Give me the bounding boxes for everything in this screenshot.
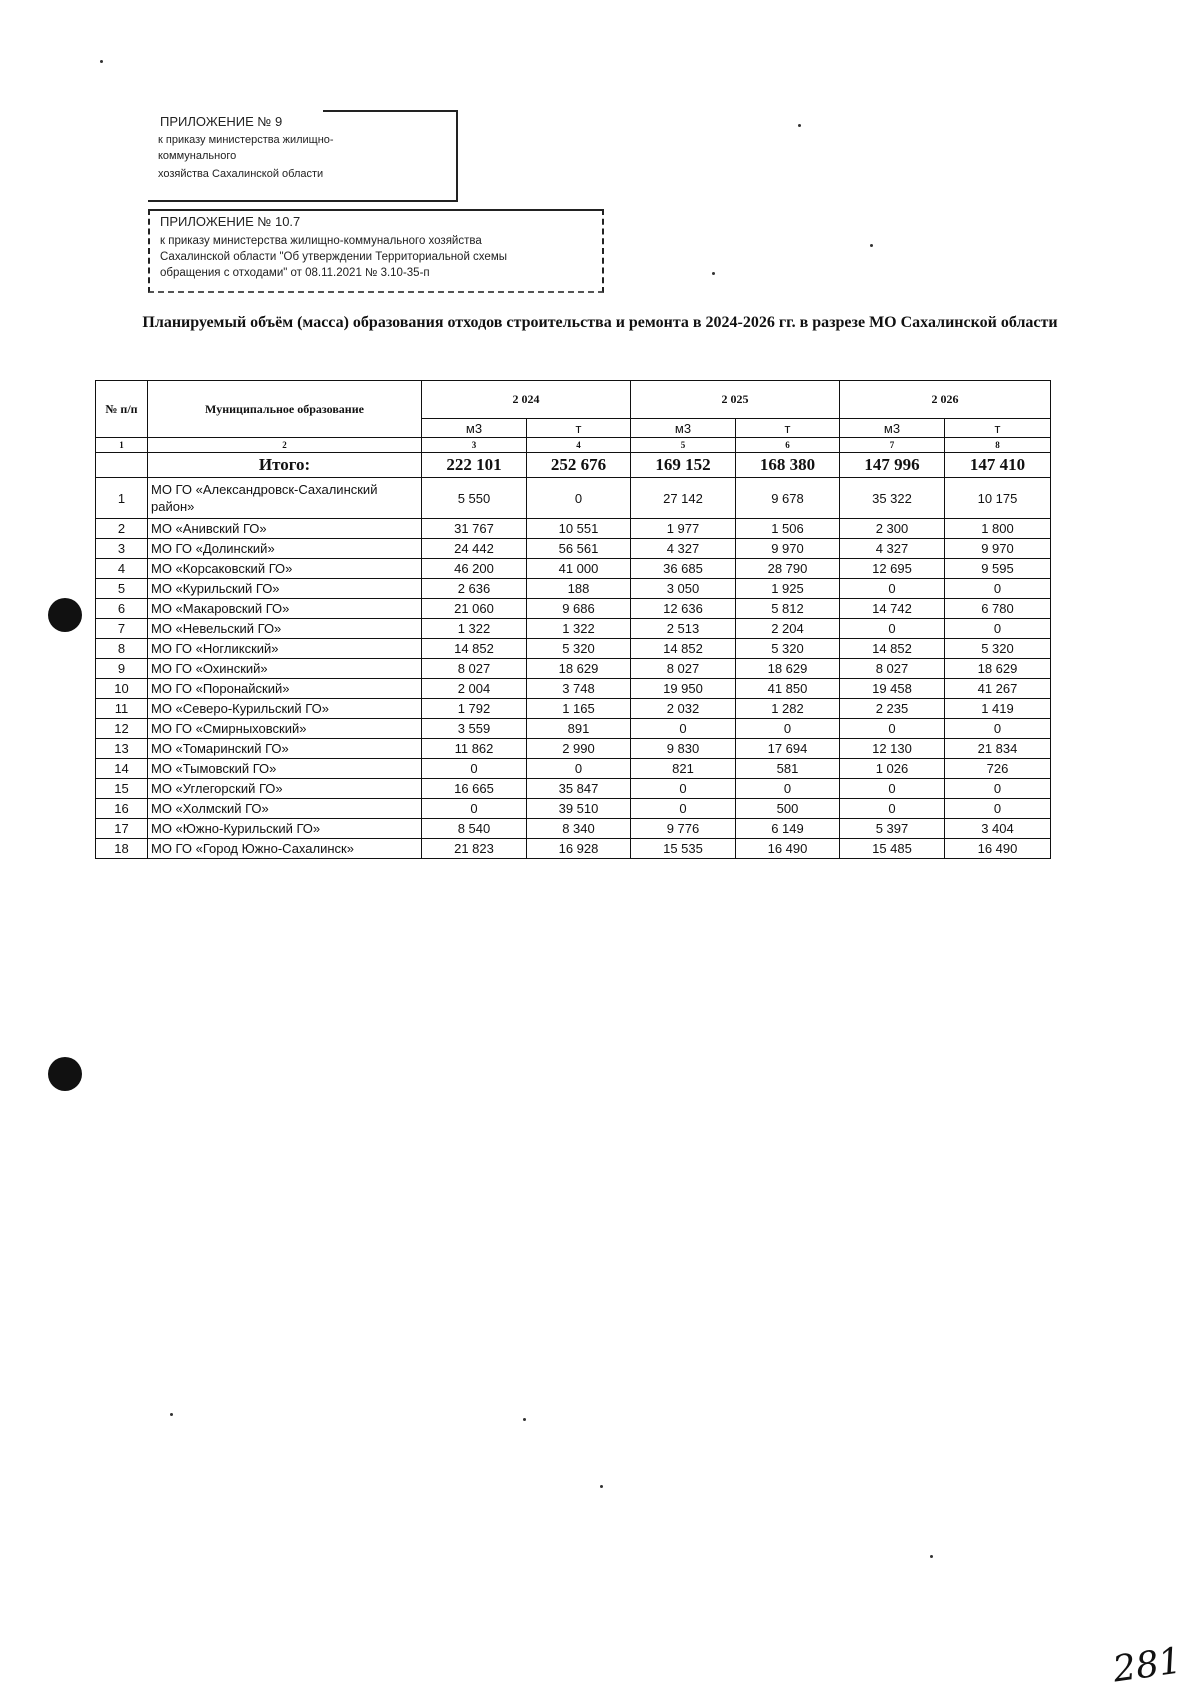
value-cell: 0 [631, 799, 736, 819]
appendix-10-7-line: обращения с отходами" от 08.11.2021 № 3.10-35-п [160, 267, 430, 279]
appendix-9-line: коммунального [158, 150, 237, 162]
value-cell: 581 [736, 759, 840, 779]
table-row [96, 839, 1051, 859]
value-cell: 56 561 [527, 539, 631, 559]
table-row [96, 739, 1051, 759]
value-cell: 1 419 [945, 699, 1051, 719]
value-cell: 5 320 [527, 639, 631, 659]
value-cell: 8 027 [422, 659, 527, 679]
value-cell: 16 490 [945, 839, 1051, 859]
value-cell: 39 510 [527, 799, 631, 819]
punch-hole-mark [48, 598, 82, 632]
value-cell: 9 595 [945, 559, 1051, 579]
row-number-cell: 16 [96, 799, 148, 819]
row-number-cell: 18 [96, 839, 148, 859]
value-cell: 9 686 [527, 599, 631, 619]
value-cell: 9 776 [631, 819, 736, 839]
value-cell: 36 685 [631, 559, 736, 579]
header-unit: т [527, 419, 631, 438]
value-cell: 12 130 [840, 739, 945, 759]
header-municipality: Муниципальное образование [148, 381, 422, 438]
appendix-10-7-line: Сахалинской области "Об утверждении Территориальной схемы [160, 251, 507, 263]
appendix-10-7-heading: ПРИЛОЖЕНИЕ № 10.7 [160, 214, 301, 229]
value-cell: 9 970 [945, 539, 1051, 559]
value-cell: 18 629 [736, 659, 840, 679]
header-unit: т [736, 419, 840, 438]
value-cell: 31 767 [422, 519, 527, 539]
value-cell: 11 862 [422, 739, 527, 759]
value-cell: 6 780 [945, 599, 1051, 619]
value-cell: 0 [840, 779, 945, 799]
table-row [96, 719, 1051, 739]
value-cell: 4 327 [840, 539, 945, 559]
value-cell: 0 [736, 719, 840, 739]
scan-speck [870, 244, 873, 247]
value-cell: 1 165 [527, 699, 631, 719]
row-number-cell: 12 [96, 719, 148, 739]
value-cell: 1 282 [736, 699, 840, 719]
value-cell: 1 977 [631, 519, 736, 539]
total-label: Итого: [148, 453, 422, 478]
value-cell: 0 [840, 619, 945, 639]
value-cell: 5 397 [840, 819, 945, 839]
value-cell: 18 629 [527, 659, 631, 679]
value-cell: 1 800 [945, 519, 1051, 539]
value-cell: 2 636 [422, 579, 527, 599]
scan-speck [523, 1418, 526, 1421]
row-number-cell: 15 [96, 779, 148, 799]
value-cell: 35 322 [840, 478, 945, 519]
municipality-cell: МО «Макаровский ГО» [148, 599, 422, 619]
value-cell: 1 322 [422, 619, 527, 639]
table-row [96, 519, 1051, 539]
value-cell: 14 852 [631, 639, 736, 659]
table-row [96, 679, 1051, 699]
municipality-cell: МО ГО «Охинский» [148, 659, 422, 679]
value-cell: 3 404 [945, 819, 1051, 839]
value-cell: 0 [945, 579, 1051, 599]
value-cell: 1 506 [736, 519, 840, 539]
value-cell: 3 050 [631, 579, 736, 599]
municipality-cell: МО «Холмский ГО» [148, 799, 422, 819]
total-value: 147 410 [945, 453, 1051, 478]
scan-speck [170, 1413, 173, 1416]
value-cell: 16 490 [736, 839, 840, 859]
appendix-9-line: хозяйства Сахалинской области [158, 168, 324, 180]
value-cell: 2 300 [840, 519, 945, 539]
value-cell: 21 834 [945, 739, 1051, 759]
header-unit: м3 [840, 419, 945, 438]
total-value: 169 152 [631, 453, 736, 478]
value-cell: 1 925 [736, 579, 840, 599]
value-cell: 19 950 [631, 679, 736, 699]
value-cell: 2 032 [631, 699, 736, 719]
value-cell: 0 [945, 619, 1051, 639]
table-row [96, 559, 1051, 579]
municipality-cell: МО «Корсаковский ГО» [148, 559, 422, 579]
value-cell: 821 [631, 759, 736, 779]
row-number-cell: 7 [96, 619, 148, 639]
value-cell: 0 [527, 759, 631, 779]
value-cell: 0 [840, 799, 945, 819]
municipality-cell: МО ГО «Долинский» [148, 539, 422, 559]
total-value: 147 996 [840, 453, 945, 478]
value-cell: 0 [840, 719, 945, 739]
row-number-cell: 13 [96, 739, 148, 759]
value-cell: 14 852 [840, 639, 945, 659]
row-number-cell: 5 [96, 579, 148, 599]
table-row [96, 759, 1051, 779]
value-cell: 9 830 [631, 739, 736, 759]
table-row [96, 579, 1051, 599]
value-cell: 8 340 [527, 819, 631, 839]
value-cell: 21 060 [422, 599, 527, 619]
scan-speck [600, 1485, 603, 1488]
table-row [96, 819, 1051, 839]
value-cell: 8 027 [840, 659, 945, 679]
municipality-cell: МО «Южно-Курильский ГО» [148, 819, 422, 839]
row-number-cell: 9 [96, 659, 148, 679]
value-cell: 1 322 [527, 619, 631, 639]
value-cell: 0 [736, 779, 840, 799]
header-year: 2 024 [422, 381, 631, 419]
value-cell: 5 550 [422, 478, 527, 519]
row-number-cell: 11 [96, 699, 148, 719]
value-cell: 3 559 [422, 719, 527, 739]
value-cell: 3 748 [527, 679, 631, 699]
scan-speck [100, 60, 103, 63]
value-cell: 5 320 [736, 639, 840, 659]
municipality-cell: МО «Томаринский ГО» [148, 739, 422, 759]
total-row [96, 453, 1051, 478]
table-row [96, 639, 1051, 659]
value-cell: 16 928 [527, 839, 631, 859]
column-number: 2 [148, 438, 422, 453]
row-number-cell: 8 [96, 639, 148, 659]
value-cell: 726 [945, 759, 1051, 779]
row-number-cell: 4 [96, 559, 148, 579]
value-cell: 0 [527, 478, 631, 519]
value-cell: 0 [945, 799, 1051, 819]
punch-hole-mark [48, 1057, 82, 1091]
value-cell: 21 823 [422, 839, 527, 859]
value-cell: 8 027 [631, 659, 736, 679]
row-number-cell: 10 [96, 679, 148, 699]
row-number-cell: 14 [96, 759, 148, 779]
column-number: 3 [422, 438, 527, 453]
table-row [96, 659, 1051, 679]
value-cell: 15 485 [840, 839, 945, 859]
header-year: 2 026 [840, 381, 1051, 419]
scan-speck [930, 1555, 933, 1558]
municipality-cell: МО ГО «Город Южно-Сахалинск» [148, 839, 422, 859]
value-cell: 18 629 [945, 659, 1051, 679]
value-cell: 2 990 [527, 739, 631, 759]
column-number: 8 [945, 438, 1051, 453]
appendix-9-heading: ПРИЛОЖЕНИЕ № 9 [160, 114, 283, 129]
value-cell: 10 175 [945, 478, 1051, 519]
column-number: 4 [527, 438, 631, 453]
value-cell: 4 327 [631, 539, 736, 559]
value-cell: 41 850 [736, 679, 840, 699]
column-number: 5 [631, 438, 736, 453]
table-row [96, 539, 1051, 559]
row-number-cell: 3 [96, 539, 148, 559]
header-row-number: № п/п [96, 381, 148, 438]
table-row [96, 699, 1051, 719]
page-number: 281 [1110, 1640, 1185, 1691]
value-cell: 0 [631, 779, 736, 799]
municipality-cell: МО «Тымовский ГО» [148, 759, 422, 779]
value-cell: 14 742 [840, 599, 945, 619]
column-number: 7 [840, 438, 945, 453]
value-cell: 19 458 [840, 679, 945, 699]
header-unit: т [945, 419, 1051, 438]
table-row [96, 619, 1051, 639]
value-cell: 16 665 [422, 779, 527, 799]
column-number: 6 [736, 438, 840, 453]
value-cell: 1 792 [422, 699, 527, 719]
value-cell: 46 200 [422, 559, 527, 579]
value-cell: 2 204 [736, 619, 840, 639]
value-cell: 1 026 [840, 759, 945, 779]
value-cell: 17 694 [736, 739, 840, 759]
municipality-cell: МО «Невельский ГО» [148, 619, 422, 639]
row-number-cell: 17 [96, 819, 148, 839]
value-cell: 0 [945, 779, 1051, 799]
value-cell: 9 970 [736, 539, 840, 559]
appendix-10-7-stamp [148, 209, 604, 293]
value-cell: 41 000 [527, 559, 631, 579]
appendix-9-stamp [148, 110, 458, 202]
value-cell: 188 [527, 579, 631, 599]
municipality-cell: МО «Анивский ГО» [148, 519, 422, 539]
value-cell: 41 267 [945, 679, 1051, 699]
row-number-cell: 6 [96, 599, 148, 619]
value-cell: 891 [527, 719, 631, 739]
value-cell: 0 [945, 719, 1051, 739]
value-cell: 9 678 [736, 478, 840, 519]
value-cell: 5 320 [945, 639, 1051, 659]
row-number-cell: 2 [96, 519, 148, 539]
value-cell: 0 [422, 799, 527, 819]
waste-volume-table [95, 380, 1051, 859]
appendix-9-line: к приказу министерства жилищно- [158, 134, 334, 146]
scan-speck [712, 272, 715, 275]
value-cell: 14 852 [422, 639, 527, 659]
value-cell: 500 [736, 799, 840, 819]
municipality-cell: МО «Углегорский ГО» [148, 779, 422, 799]
value-cell: 24 442 [422, 539, 527, 559]
document-title: Планируемый объём (масса) образования отходов строительства и ремонта в 2024-2026 гг. в разрезе МО Сахалинской области [142, 314, 1058, 331]
header-unit: м3 [631, 419, 736, 438]
total-value: 222 101 [422, 453, 527, 478]
table-row [96, 779, 1051, 799]
value-cell: 12 636 [631, 599, 736, 619]
total-value: 252 676 [527, 453, 631, 478]
total-value: 168 380 [736, 453, 840, 478]
value-cell: 2 004 [422, 679, 527, 699]
municipality-cell: МО ГО «Александровск-Сахалинский район» [148, 478, 422, 519]
value-cell: 35 847 [527, 779, 631, 799]
value-cell: 6 149 [736, 819, 840, 839]
scan-speck [798, 124, 801, 127]
table-row [96, 599, 1051, 619]
header-year: 2 025 [631, 381, 840, 419]
column-number: 1 [96, 438, 148, 453]
table-row [96, 478, 1051, 519]
municipality-cell: МО ГО «Смирныховский» [148, 719, 422, 739]
value-cell: 2 513 [631, 619, 736, 639]
municipality-cell: МО «Северо-Курильский ГО» [148, 699, 422, 719]
value-cell: 2 235 [840, 699, 945, 719]
value-cell: 0 [631, 719, 736, 739]
municipality-cell: МО «Курильский ГО» [148, 579, 422, 599]
table-row [96, 799, 1051, 819]
value-cell: 15 535 [631, 839, 736, 859]
value-cell: 10 551 [527, 519, 631, 539]
value-cell: 27 142 [631, 478, 736, 519]
value-cell: 28 790 [736, 559, 840, 579]
municipality-cell: МО ГО «Поронайский» [148, 679, 422, 699]
header-unit: м3 [422, 419, 527, 438]
municipality-cell: МО ГО «Ногликский» [148, 639, 422, 659]
value-cell: 0 [840, 579, 945, 599]
total-blank-cell [96, 453, 148, 478]
appendix-10-7-line: к приказу министерства жилищно-коммунального хозяйства [160, 235, 482, 247]
value-cell: 0 [422, 759, 527, 779]
value-cell: 8 540 [422, 819, 527, 839]
value-cell: 5 812 [736, 599, 840, 619]
value-cell: 12 695 [840, 559, 945, 579]
row-number-cell: 1 [96, 478, 148, 519]
